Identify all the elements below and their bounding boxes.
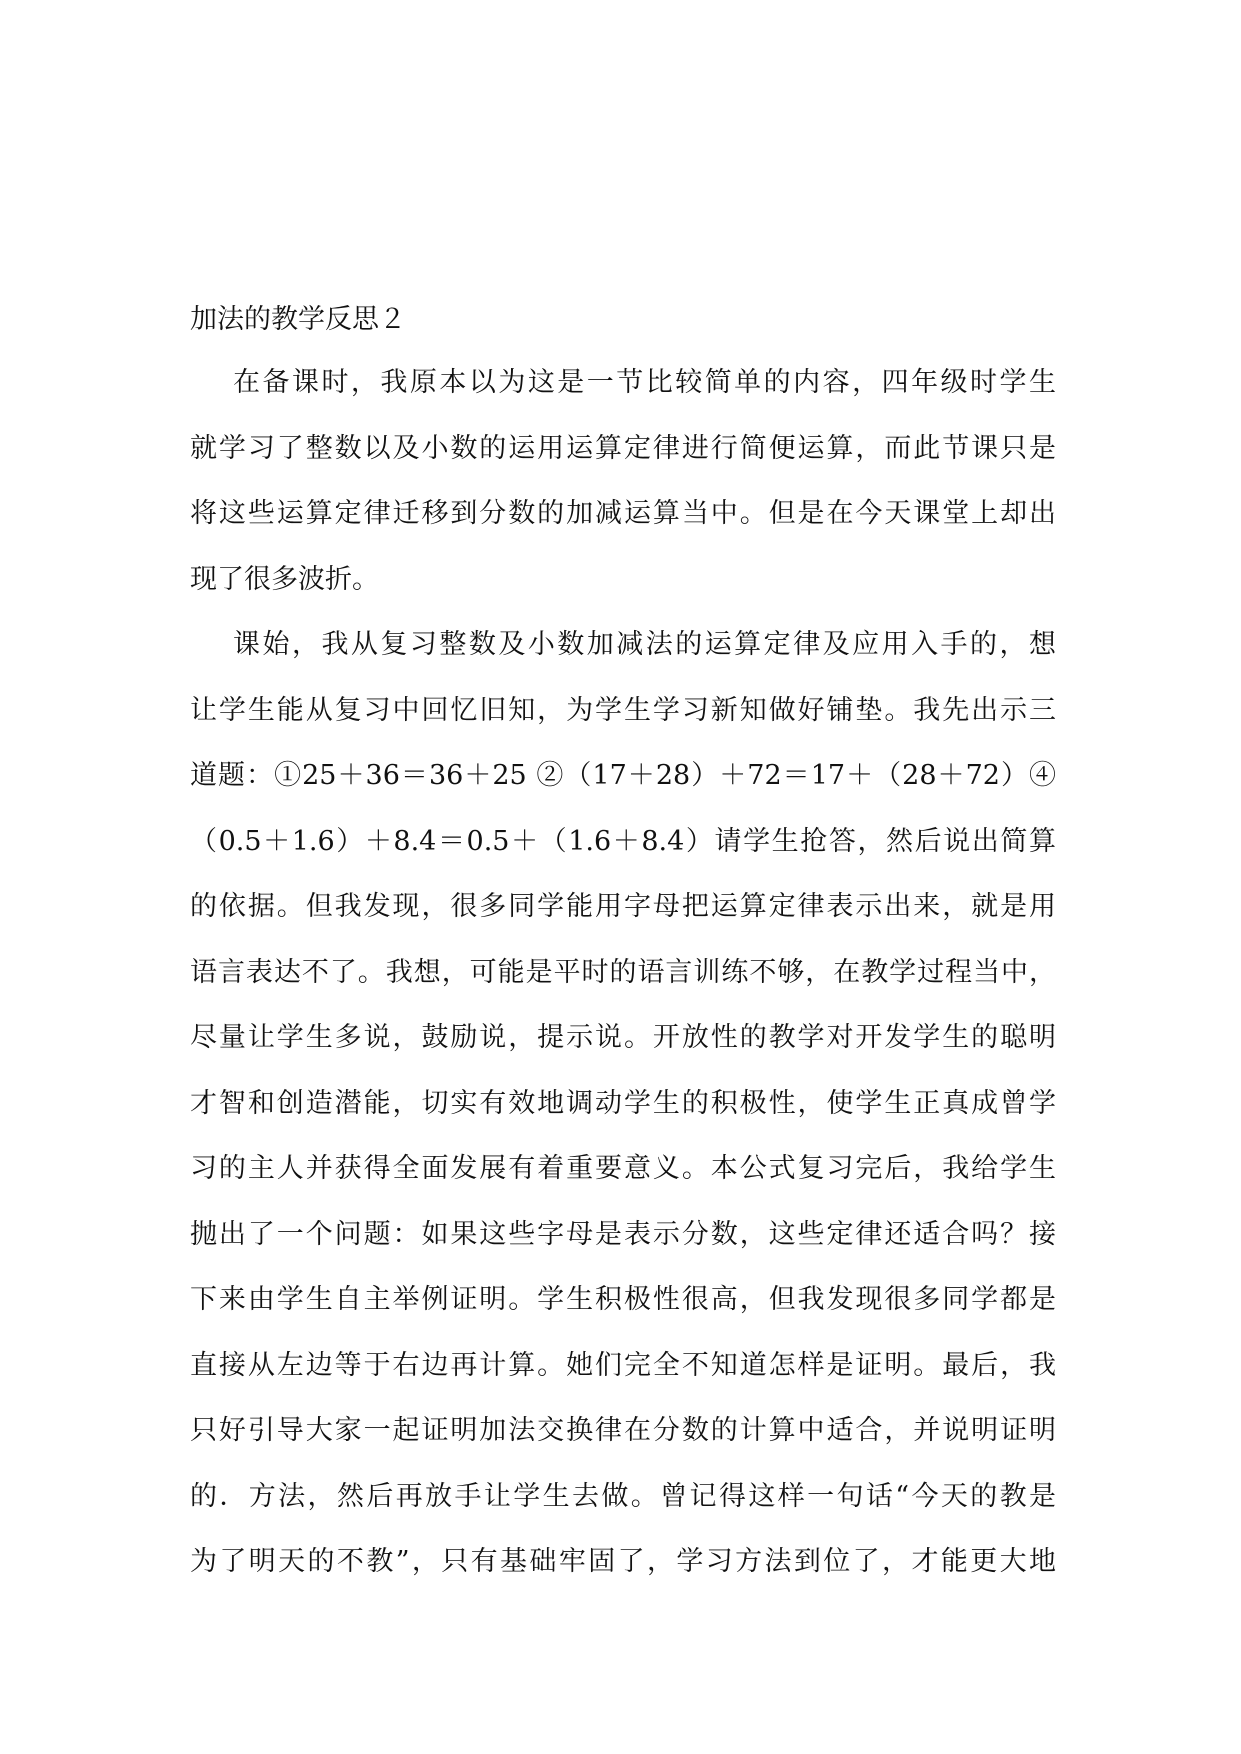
paragraph-line: 尽量让学生多说，鼓励说，提示说。开放性的教学对开发学生的聪明	[190, 1022, 1056, 1053]
paragraph-line: 的依据。但我发现，很多同学能用字母把运算定律表示出来，就是用	[190, 891, 1056, 922]
paragraph-line: 为了明天的不教”，只有基础牢固了，学习方法到位了，才能更大地	[190, 1546, 1056, 1577]
paragraph-line: 课始，我从复习整数及小数加减法的运算定律及应用入手的，想	[233, 629, 1056, 660]
paragraph-line: 才智和创造潜能，切实有效地调动学生的积极性，使学生正真成曾学	[190, 1087, 1056, 1119]
paragraph-line: （0.5＋1.6）＋8.4＝0.5＋（1.6＋8.4）请学生抢答，然后说出简算	[190, 825, 1056, 857]
paragraph-line: 抛出了一个问题：如果这些字母是表示分数，这些定律还适合吗？接	[190, 1218, 1056, 1250]
paragraph-line: 在备课时，我原本以为这是一节比较简单的内容，四年级时学生	[233, 367, 1056, 398]
paragraph-line: 下来由学生自主举例证明。学生积极性很高，但我发现很多同学都是	[190, 1284, 1056, 1315]
paragraph-line: 语言表达不了。我想，可能是平时的语言训练不够，在教学过程当中，	[190, 956, 1056, 988]
paragraph-line: 现了很多波折。	[190, 563, 379, 595]
paragraph-1	[190, 350, 1056, 612]
document-title: 加法的教学反思２	[190, 304, 406, 335]
document-body	[190, 290, 1056, 1595]
paragraph-line: 将这些运算定律迁移到分数的加减运算当中。但是在今天课堂上却出	[190, 498, 1056, 529]
paragraph-line: 习的主人并获得全面发展有着重要意义。本公式复习完后，我给学生	[190, 1153, 1056, 1184]
paragraph-line: 让学生能从复习中回忆旧知，为学生学习新知做好铺垫。我先出示三	[190, 694, 1056, 726]
paragraph-line: 直接从左边等于右边再计算。她们完全不知道怎样是证明。最后，我	[190, 1349, 1056, 1381]
paragraph-2	[190, 612, 1056, 1595]
paragraph-line: 的．方法，然后再放手让学生去做。曾记得这样一句话“今天的教是	[190, 1480, 1056, 1512]
paragraph-line: 只好引导大家一起证明加法交换律在分数的计算中适合，并说明证明	[190, 1415, 1056, 1446]
paragraph-line: 就学习了整数以及小数的运用运算定律进行简便运算，而此节课只是	[190, 432, 1056, 464]
paragraph-line: 道题：①25＋36＝36＋25 ②（17＋28）＋72＝17＋（28＋72）④	[190, 760, 1056, 791]
